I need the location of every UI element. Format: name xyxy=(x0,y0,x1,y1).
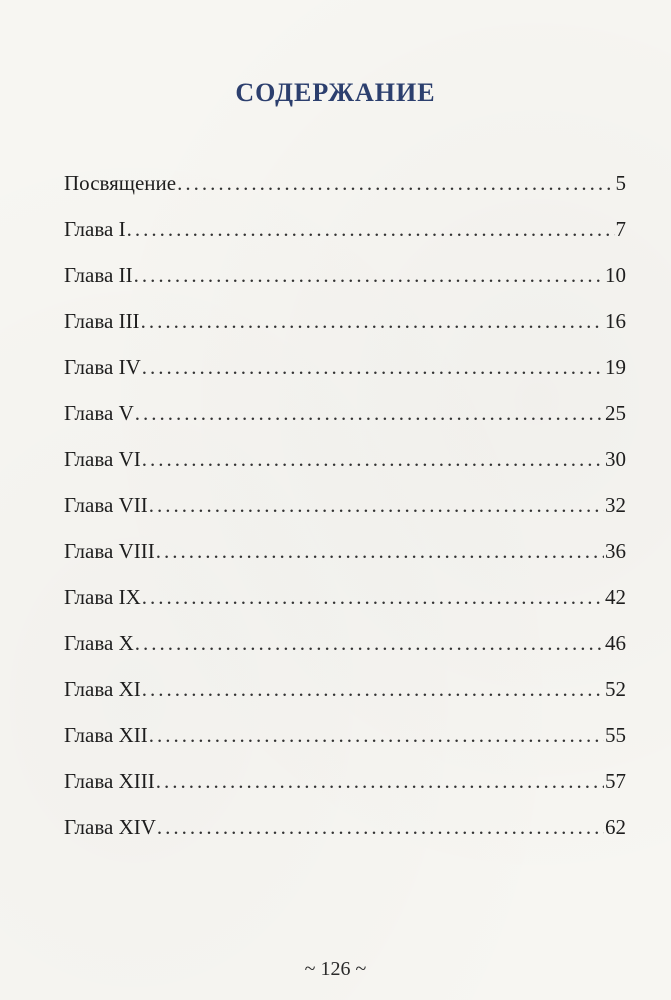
toc-entry-title: Глава X xyxy=(64,631,134,655)
dot-leader xyxy=(135,390,604,436)
toc-entry xyxy=(64,206,626,252)
toc-entry xyxy=(64,298,626,344)
toc-entry-page: 52 xyxy=(605,677,626,701)
dot-leader xyxy=(142,666,604,712)
toc-entry-page: 16 xyxy=(605,309,626,333)
page-number: ~ 126 ~ xyxy=(304,958,367,980)
dot-leader xyxy=(177,160,614,206)
toc-entry-page: 57 xyxy=(605,769,626,793)
toc-entry xyxy=(64,436,626,482)
toc-entry-title: Посвящение xyxy=(64,171,177,195)
dot-leader xyxy=(142,574,604,620)
table-of-contents xyxy=(64,160,626,850)
dot-leader xyxy=(142,436,604,482)
toc-entry-page: 5 xyxy=(615,171,626,195)
toc-entry xyxy=(64,528,626,574)
dot-leader xyxy=(149,482,604,528)
toc-entry-title: Глава VIII xyxy=(64,539,155,563)
toc-entry-title: Глава IV xyxy=(64,355,141,379)
toc-entry-page: 32 xyxy=(605,493,626,517)
toc-entry xyxy=(64,160,626,206)
toc-entry-title: Глава III xyxy=(64,309,140,333)
toc-entry-title: Глава IX xyxy=(64,585,141,609)
toc-entry-title: Глава XII xyxy=(64,723,148,747)
toc-entry xyxy=(64,482,626,528)
dot-leader xyxy=(141,298,604,344)
dot-leader xyxy=(127,206,615,252)
dot-leader xyxy=(156,758,604,804)
toc-entry-page: 55 xyxy=(605,723,626,747)
toc-entry-title: Глава VI xyxy=(64,447,141,471)
toc-entry xyxy=(64,252,626,298)
toc-entry-title: Глава V xyxy=(64,401,134,425)
dot-leader xyxy=(149,712,604,758)
toc-entry-page: 25 xyxy=(605,401,626,425)
toc-entry xyxy=(64,666,626,712)
toc-entry-page: 42 xyxy=(605,585,626,609)
toc-entry xyxy=(64,758,626,804)
toc-entry-title: Глава VII xyxy=(64,493,148,517)
toc-entry-page: 30 xyxy=(605,447,626,471)
toc-entry-page: 36 xyxy=(605,539,626,563)
toc-entry-page: 46 xyxy=(605,631,626,655)
dot-leader xyxy=(142,344,604,390)
dot-leader xyxy=(156,528,604,574)
toc-entry xyxy=(64,574,626,620)
toc-entry xyxy=(64,804,626,850)
toc-entry-title: Глава I xyxy=(64,217,126,241)
dot-leader xyxy=(157,804,604,850)
dot-leader xyxy=(135,620,604,666)
toc-entry xyxy=(64,712,626,758)
toc-entry-page: 19 xyxy=(605,355,626,379)
toc-entry-title: Глава II xyxy=(64,263,133,287)
dot-leader xyxy=(134,252,604,298)
toc-entry-title: Глава XIV xyxy=(64,815,156,839)
toc-entry xyxy=(64,390,626,436)
toc-entry-page: 10 xyxy=(605,263,626,287)
page-title: СОДЕРЖАНИЕ xyxy=(235,78,436,107)
toc-entry-title: Глава XIII xyxy=(64,769,155,793)
toc-entry-title: Глава XI xyxy=(64,677,141,701)
toc-entry-page: 62 xyxy=(605,815,626,839)
toc-entry xyxy=(64,620,626,666)
toc-entry xyxy=(64,344,626,390)
toc-entry-page: 7 xyxy=(615,217,626,241)
